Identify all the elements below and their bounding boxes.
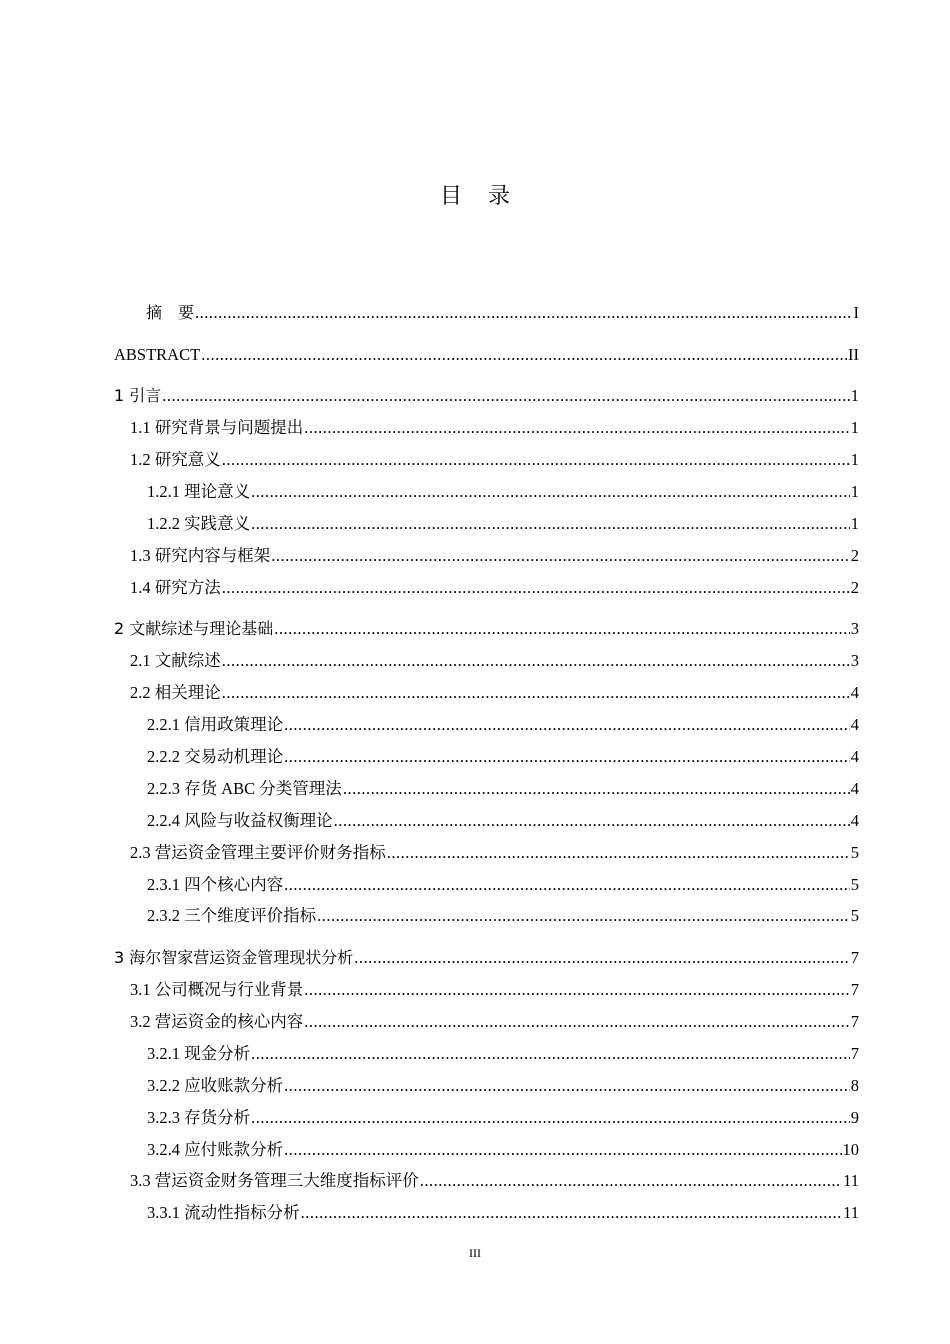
toc-entry-page: 8 [850, 1076, 859, 1095]
toc-entry-chapter-2[interactable] [114, 615, 859, 639]
toc-entry-2-2-1[interactable] [147, 711, 859, 735]
toc-entry-page: 9 [850, 1108, 859, 1127]
toc-entry-2-3-1[interactable] [147, 871, 859, 895]
toc-entry-page: 4 [850, 811, 859, 830]
toc-entry-1-2[interactable] [130, 446, 859, 470]
toc-entry-3-2-3[interactable] [147, 1104, 859, 1128]
dot-leader [222, 651, 850, 671]
toc-entry-page: 2 [850, 578, 859, 597]
toc-entry-1-3[interactable] [130, 542, 859, 566]
toc-entry-label: 1.2.1 理论意义 [147, 482, 251, 501]
toc-entry-page: 7 [850, 980, 859, 999]
toc-entry-3-2-1[interactable] [147, 1040, 859, 1064]
toc-entry-page: 1 [850, 418, 859, 437]
toc-entry-page: 2 [850, 546, 859, 565]
toc-entry-3-2[interactable] [130, 1008, 859, 1032]
toc-entry-page: 5 [850, 875, 859, 894]
toc-entry-2-3[interactable] [130, 839, 859, 863]
toc-entry-label: 2.1 文献综述 [130, 651, 221, 670]
toc-entry-label: 2.3 营运资金管理主要评价财务指标 [130, 843, 386, 862]
toc-entry-label: 2.3.2 三个维度评价指标 [147, 906, 317, 925]
dot-leader [222, 578, 850, 598]
dot-leader [304, 980, 850, 1000]
toc-entry-3-1[interactable] [130, 976, 859, 1000]
toc-entry-abstract-cn[interactable] [146, 299, 859, 323]
toc-entry-label: 3.3.1 流动性指标分析 [147, 1203, 300, 1222]
dot-leader [271, 546, 850, 566]
toc-entry-page: 1 [850, 386, 859, 405]
toc-entry-label: 2.2.3 存货 ABC 分类管理法 [147, 779, 342, 798]
toc-entry-1-2-2[interactable] [147, 510, 859, 534]
dot-leader [387, 843, 850, 863]
toc-entry-label: ABSTRACT [114, 345, 201, 364]
toc-entry-label: 3.1 公司概况与行业背景 [130, 980, 304, 999]
dot-leader [284, 1076, 850, 1096]
toc-entry-page: 1 [850, 450, 859, 469]
dot-leader [343, 779, 850, 799]
dot-leader [274, 619, 849, 639]
toc-entry-label: 1.3 研究内容与框架 [130, 546, 271, 565]
toc-entry-page: 3 [850, 651, 859, 670]
toc-entry-3-2-4[interactable] [147, 1136, 859, 1160]
toc-entry-label: 1.2.2 实践意义 [147, 514, 251, 533]
toc-entry-label: 1 引言 [114, 386, 162, 405]
dot-leader [301, 1203, 842, 1223]
dot-leader [162, 386, 849, 406]
dot-leader [354, 948, 849, 968]
dot-leader [284, 875, 850, 895]
toc-entry-page: I [853, 303, 859, 322]
toc-entry-label: 2.2 相关理论 [130, 683, 221, 702]
toc-entry-page: 11 [843, 1203, 859, 1222]
toc-entry-label: 3.3 营运资金财务管理三大维度指标评价 [130, 1171, 419, 1190]
toc-entry-page: 4 [850, 779, 859, 798]
toc-entry-2-2-2[interactable] [147, 743, 859, 767]
toc-entry-label: 3 海尔智家营运资金管理现状分析 [114, 948, 354, 967]
toc-entry-label: 1.1 研究背景与问题提出 [130, 418, 304, 437]
toc-entry-label: 3.2.1 现金分析 [147, 1044, 251, 1063]
toc-entry-label: 3.2 营运资金的核心内容 [130, 1012, 304, 1031]
toc-entry-2-3-2[interactable] [147, 902, 859, 926]
dot-leader [251, 1108, 850, 1128]
toc-entry-page: 3 [850, 619, 859, 638]
toc-entry-label: 摘 要 [146, 303, 195, 322]
dot-leader [284, 715, 850, 735]
toc-entry-label: 2.2.1 信用政策理论 [147, 715, 284, 734]
toc-entry-page: 5 [850, 843, 859, 862]
toc-entry-page: 4 [850, 747, 859, 766]
dot-leader [304, 418, 850, 438]
dot-leader [284, 1140, 841, 1160]
title-char-1: 目 [439, 184, 462, 209]
toc-entry-page: 11 [843, 1171, 859, 1190]
toc-entry-page: 1 [850, 482, 859, 501]
dot-leader [222, 683, 850, 703]
toc-entry-2-2-3[interactable] [147, 775, 859, 799]
dot-leader [284, 747, 850, 767]
toc-entry-label: 2.3.1 四个核心内容 [147, 875, 284, 894]
toc-entry-2-1[interactable] [130, 647, 859, 671]
page-number: III [469, 1246, 481, 1260]
toc-entry-3-2-2[interactable] [147, 1072, 859, 1096]
toc-entry-3-3[interactable] [130, 1167, 859, 1191]
toc-entry-label: 3.2.2 应收账款分析 [147, 1076, 284, 1095]
dot-leader [201, 345, 847, 365]
toc-entry-chapter-3[interactable] [114, 944, 859, 968]
toc-entry-3-3-1[interactable] [147, 1199, 859, 1223]
toc-entry-chapter-1[interactable] [114, 382, 859, 406]
toc-entry-2-2[interactable] [130, 679, 859, 703]
toc-entry-page: 1 [850, 514, 859, 533]
dot-leader [195, 303, 852, 323]
toc-entry-1-4[interactable] [130, 574, 859, 598]
toc-entry-page: 10 [842, 1140, 859, 1159]
toc-entry-page: 7 [850, 1012, 859, 1031]
toc-entry-page: II [848, 345, 859, 364]
dot-leader [251, 1044, 850, 1064]
dot-leader [317, 906, 850, 926]
toc-entry-page: 5 [850, 906, 859, 925]
dot-leader [304, 1012, 850, 1032]
dot-leader [420, 1171, 842, 1191]
toc-entry-label: 2.2.4 风险与收益权衡理论 [147, 811, 333, 830]
toc-entry-abstract-en[interactable] [114, 341, 859, 365]
toc-entry-label: 1.2 研究意义 [130, 450, 221, 469]
toc-entry-page: 7 [850, 948, 859, 967]
toc-entry-1-2-1[interactable] [147, 478, 859, 502]
dot-leader [251, 482, 850, 502]
toc-entry-page: 7 [850, 1044, 859, 1063]
toc-entry-label: 2.2.2 交易动机理论 [147, 747, 284, 766]
toc-entry-label: 1.4 研究方法 [130, 578, 221, 597]
toc-entry-label: 3.2.4 应付账款分析 [147, 1140, 284, 1159]
dot-leader [334, 811, 850, 831]
title-char-2: 录 [488, 184, 511, 209]
toc-entry-2-2-4[interactable] [147, 807, 859, 831]
dot-leader [222, 450, 850, 470]
toc-entry-page: 4 [850, 683, 859, 702]
toc-entry-label: 2 文献综述与理论基础 [114, 619, 274, 638]
toc-entry-label: 3.2.3 存货分析 [147, 1108, 251, 1127]
toc-entry-1-1[interactable] [130, 414, 859, 438]
dot-leader [251, 514, 850, 534]
toc-entry-page: 4 [850, 715, 859, 734]
